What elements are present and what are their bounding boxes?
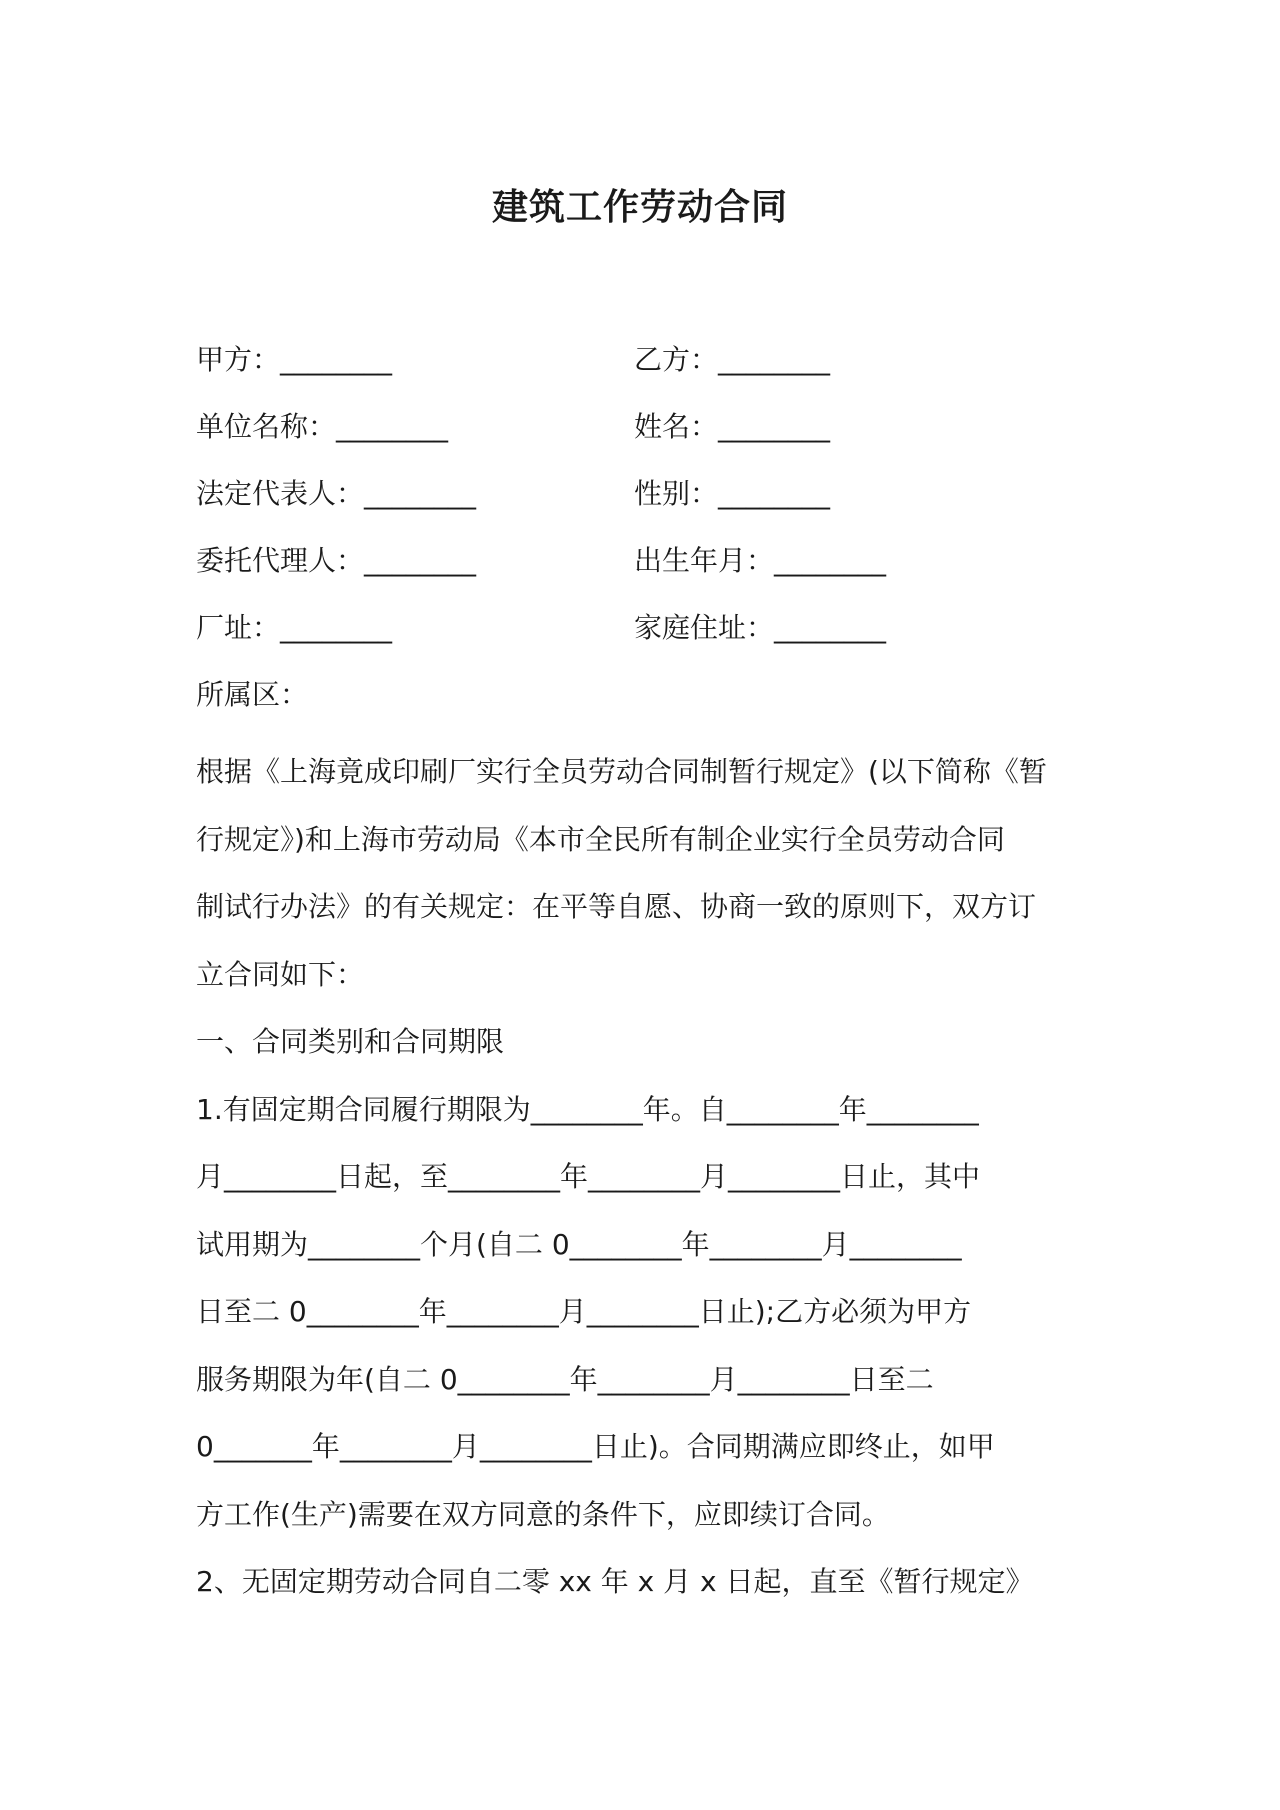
birth-date-field: 出生年月：________ [634,544,887,577]
body-line: 服务期限为年(自二 0________年________月________日至二 [196,1362,934,1396]
body-line: 1.有固定期合同履行期限为________年。自________年________ [196,1092,979,1126]
field-row [196,603,1096,670]
field-row [196,670,1096,737]
body-line: 根据《上海竟成印刷厂实行全员劳动合同制暂行规定》(以下简称《暂 [196,755,1047,788]
body-line: 立合同如下： [196,957,365,991]
field-row [196,335,1096,402]
field-row [196,469,1096,536]
legal-representative-field: 法定代表人：________ [196,477,477,510]
contract-body [196,738,1096,1616]
company-name-field: 单位名称：________ [196,410,449,443]
body-line: 2、无固定期劳动合同自二零 xx 年 x 月 x 日起，直至《暂行规定》 [196,1565,1034,1598]
factory-address-field: 厂址：________ [196,611,393,644]
body-line: 行规定》)和上海市劳动局《本市全民所有制企业实行全员劳动合同 [196,822,1005,856]
body-line: 方工作(生产)需要在双方同意的条件下，应即续订合同。 [196,1497,890,1531]
authorized-agent-field: 委托代理人：________ [196,544,477,577]
party-a-field: 甲方：________ [196,343,393,376]
body-line: 0_______年________月________日止)。合同期满应即终止，如甲 [196,1430,995,1463]
field-row [196,536,1096,603]
body-line: 日至二 0________年________月________日止);乙方必须为甲方 [196,1295,972,1328]
gender-field: 性别：________ [634,477,831,510]
body-line: 制试行办法》的有关规定：在平等自愿、协商一致的原则下，双方订 [196,890,1037,923]
body-line: 月________日起，至________年________月________日止，其中 [196,1160,981,1193]
party-fields [196,335,1096,737]
name-field: 姓名：________ [634,410,831,443]
section-heading: 一、合同类别和合同期限 [196,1025,505,1058]
district-field: 所属区： [196,678,309,711]
field-row [196,402,1096,469]
body-line: 试用期为________个月(自二 0________年________月________ [196,1227,962,1261]
home-address-field: 家庭住址：________ [634,611,887,644]
document-title: 建筑工作劳动合同 [491,187,788,228]
party-b-field: 乙方：________ [634,343,831,376]
